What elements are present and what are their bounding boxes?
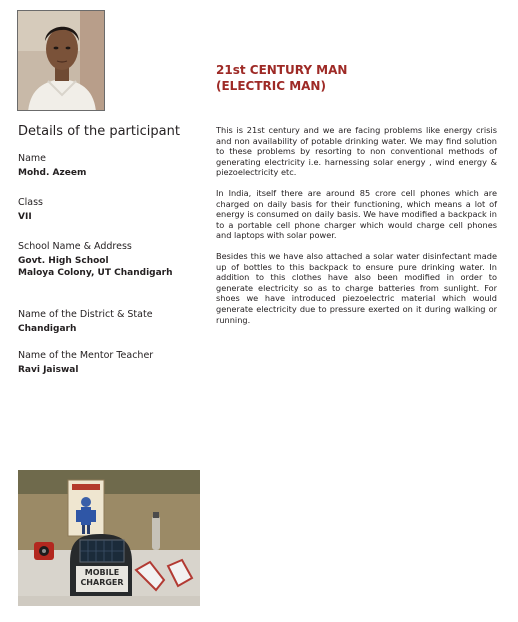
title-line-2: (ELECTRIC MAN) xyxy=(216,79,326,93)
project-title xyxy=(216,62,347,94)
exhibit-sign-text: MOBILE CHARGER xyxy=(80,568,124,587)
participant-photo xyxy=(17,10,105,111)
paragraph-3: Besides this we have also attached a solar water disinfectant made up of bottles to this backpack to ensure pure drinking water. In addition to this clothes have also been modified in order to generate electricity so as to charge batteries from sunlight. For shoes we have introduced piezoelectric material which would generate electricity due to pressure exerted on it during walking or running. xyxy=(216,250,497,325)
mentor-value: Ravi Jaiswal xyxy=(18,365,79,375)
exhibit-photo xyxy=(18,470,200,606)
participant-heading: Details of the participant xyxy=(18,124,180,139)
name-field xyxy=(18,153,86,179)
class-field xyxy=(18,197,43,223)
project-description xyxy=(216,125,497,335)
school-label: School Name & Address xyxy=(18,241,132,252)
school-name-value: Govt. High School xyxy=(18,256,109,266)
district-label: Name of the District & State xyxy=(18,309,153,320)
district-field xyxy=(18,309,153,335)
paragraph-1: This is 21st century and we are facing problems like energy crisis and non availability of potable drinking water. We may find solution to these problems by resorting to non conventional methods of generating electricity i.e. harnessing solar energy , wind energy & piezoelectricity etc. xyxy=(216,125,497,178)
mentor-field xyxy=(18,350,153,376)
district-value: Chandigarh xyxy=(18,324,77,334)
title-line-1: 21st CENTURY MAN xyxy=(216,63,348,77)
name-label: Name xyxy=(18,153,47,164)
mentor-label: Name of the Mentor Teacher xyxy=(18,350,154,361)
school-field xyxy=(18,241,173,279)
paragraph-2: In India, itself there are around 85 crore cell phones which are charged on daily basis for their functioning, which means a lot of energy is consumed on daily basis. We have modified a backpack in to a portable cell phone charger which would charge cell phones and laptops with solar power. xyxy=(216,187,497,241)
name-value: Mohd. Azeem xyxy=(18,168,87,178)
class-value: VII xyxy=(18,212,32,222)
school-address-value: Maloya Colony, UT Chandigarh xyxy=(18,268,173,278)
class-label: Class xyxy=(18,197,43,208)
participant-details xyxy=(18,124,208,153)
